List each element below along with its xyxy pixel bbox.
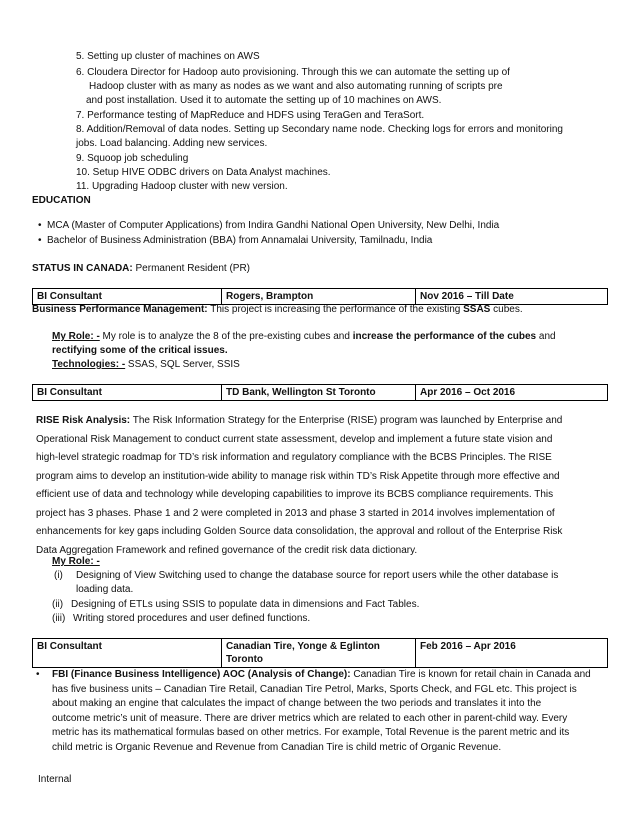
job-dates: Nov 2016 – Till Date — [416, 289, 608, 305]
status-value: Permanent Resident (PR) — [132, 263, 251, 274]
job-role: BI Consultant — [33, 639, 222, 668]
job-table-3 — [32, 638, 608, 668]
task-item: 6. Cloudera Director for Hadoop auto provisioning. Through this we can automate the setting up of — [76, 67, 510, 78]
company-line: Toronto — [226, 654, 264, 665]
desc-text: This project is increasing the performance of the existing — [207, 304, 464, 315]
job-dates: Apr 2016 – Oct 2016 — [416, 385, 608, 401]
task-item: 5. Setting up cluster of machines on AWS — [76, 51, 260, 62]
task-item-continued: jobs. Load balancing. Adding new services. — [76, 138, 268, 149]
role-item: Writing stored procedures and user defined functions. — [73, 613, 311, 624]
education-item: • Bachelor of Business Administration (BBA) from Annamalai University, Tamilnadu, India — [47, 234, 432, 248]
desc-line: enhancements for key gaps including Golden Source data consolidation, the approval and rollout of the Enterprise Risk — [36, 526, 563, 537]
task-item: 11. Upgrading Hadoop cluster with new version. — [76, 181, 288, 192]
job2-description — [36, 412, 602, 560]
role-number: (i) — [54, 570, 63, 581]
myrole-text: My role is to analyze the 8 of the pre-existing cubes and — [99, 331, 353, 342]
desc-bold: SSAS — [463, 304, 491, 315]
task-item-continued: Hadoop cluster with as many as nodes as we want and also automating running of scripts pre — [89, 81, 503, 92]
job-company: TD Bank, Wellington St Toronto — [222, 385, 416, 401]
desc-line: outcome metric’s unit of measure. There are driver metrics which are related to each other in parent-child way. Every — [52, 712, 568, 724]
project-name: FBI (Finance Business Intelligence) AOC (Analysis of Change): — [52, 669, 351, 680]
job-company: Rogers, Brampton — [222, 289, 416, 305]
task-item-continued: and post installation. Used it to automate the setting up of 10 machines on AWS. — [86, 95, 442, 106]
desc-line: The Risk Information Strategy for the Enterprise (RISE) program was launched by Enterprise and — [130, 415, 563, 426]
myrole-end: and — [536, 331, 556, 342]
job3-description — [52, 668, 612, 755]
role-item-continued: loading data. — [76, 584, 134, 595]
desc-end: cubes. — [490, 304, 523, 315]
bullet-icon: • — [36, 669, 40, 680]
project-name: RISE Risk Analysis: — [36, 415, 131, 426]
desc-line: has five business units – Canadian Tire Retail, Canadian Tire Petrol, Marks, Sports Check, and FGL etc. This project is — [52, 683, 577, 695]
task-item: 10. Setup HIVE ODBC drivers on Data Analyst machines. — [76, 167, 331, 178]
myrole-label: My Role: - — [52, 556, 100, 567]
desc-line: program aims to develop an institution-wide ability to manage risk within TD’s Risk Appetite through more effective and — [36, 470, 560, 482]
job-role: BI Consultant — [33, 385, 222, 401]
project-name: Business Performance Management: — [32, 304, 208, 315]
desc-line: Operational Risk Management to conduct current state assessment, develop and implement a future state vision and — [36, 433, 553, 445]
company-line: Canadian Tire, Yonge & Eglinton — [226, 641, 380, 652]
desc-line: Canadian Tire is known for retail chain in Canada and — [350, 669, 591, 680]
technologies-text: SSAS, SQL Server, SSIS — [125, 359, 240, 370]
myrole-label: My Role: - — [52, 331, 100, 342]
myrole-bold: increase the performance of the cubes — [352, 331, 537, 342]
myrole-line2: rectifying some of the critical issues. — [52, 345, 228, 356]
education-item: • MCA (Master of Computer Applications) from Indira Gandhi National Open University, New Delhi, India — [47, 219, 499, 233]
role-number: (iii) — [52, 613, 66, 624]
job1-description — [32, 303, 523, 317]
status-line — [32, 262, 250, 276]
task-item: 8. Addition/Removal of data nodes. Setting up Secondary name node. Checking logs for errors and monitoring — [76, 124, 563, 135]
education-heading: EDUCATION — [32, 195, 91, 206]
desc-line: project has 3 phases. Phase 1 and 2 were completed in 2013 and phase 3 started in 2014 involves implementation of — [36, 507, 555, 519]
task-item: 7. Performance testing of MapReduce and HDFS using TeraGen and TeraSort. — [76, 110, 425, 121]
role-item: Designing of ETLs using SSIS to populate data in dimensions and Fact Tables. — [71, 599, 420, 610]
desc-line: about making an engine that calculates the impact of change between the two periods and translates it into the — [52, 698, 542, 709]
desc-line: efficient use of data and technology while developing capabilities to improve its BCBS compliance requirements. This — [36, 489, 554, 500]
status-label: STATUS IN CANADA: — [32, 263, 133, 274]
desc-line: Data Aggregation Framework and refined governance of the credit risk data dictionary. — [36, 544, 418, 556]
footer-classification: Internal — [38, 774, 72, 785]
job-table-2 — [32, 384, 608, 401]
task-item: 9. Squoop job scheduling — [76, 153, 189, 164]
job1-technologies — [52, 358, 240, 372]
job-company — [222, 639, 416, 668]
job-role: BI Consultant — [33, 289, 222, 305]
desc-line: child metric is Organic Revenue and Revenue from Canadian Tire is child metric of Organic Revenue. — [52, 741, 502, 753]
job-dates: Feb 2016 – Apr 2016 — [416, 639, 608, 668]
technologies-label: Technologies: - — [52, 359, 126, 370]
role-number: (ii) — [52, 599, 64, 610]
desc-line: metric has its mathematical formulas based on other metrics. For example, Total Revenue is the parent metric and its — [52, 727, 570, 738]
desc-line: high-level strategic roadmap for TD’s risk information and regulatory compliance with the BCBS Principles. The RISE — [36, 452, 552, 463]
role-item: Designing of View Switching used to change the database source for report users while the other database is — [76, 570, 559, 581]
job1-myrole — [52, 330, 556, 344]
